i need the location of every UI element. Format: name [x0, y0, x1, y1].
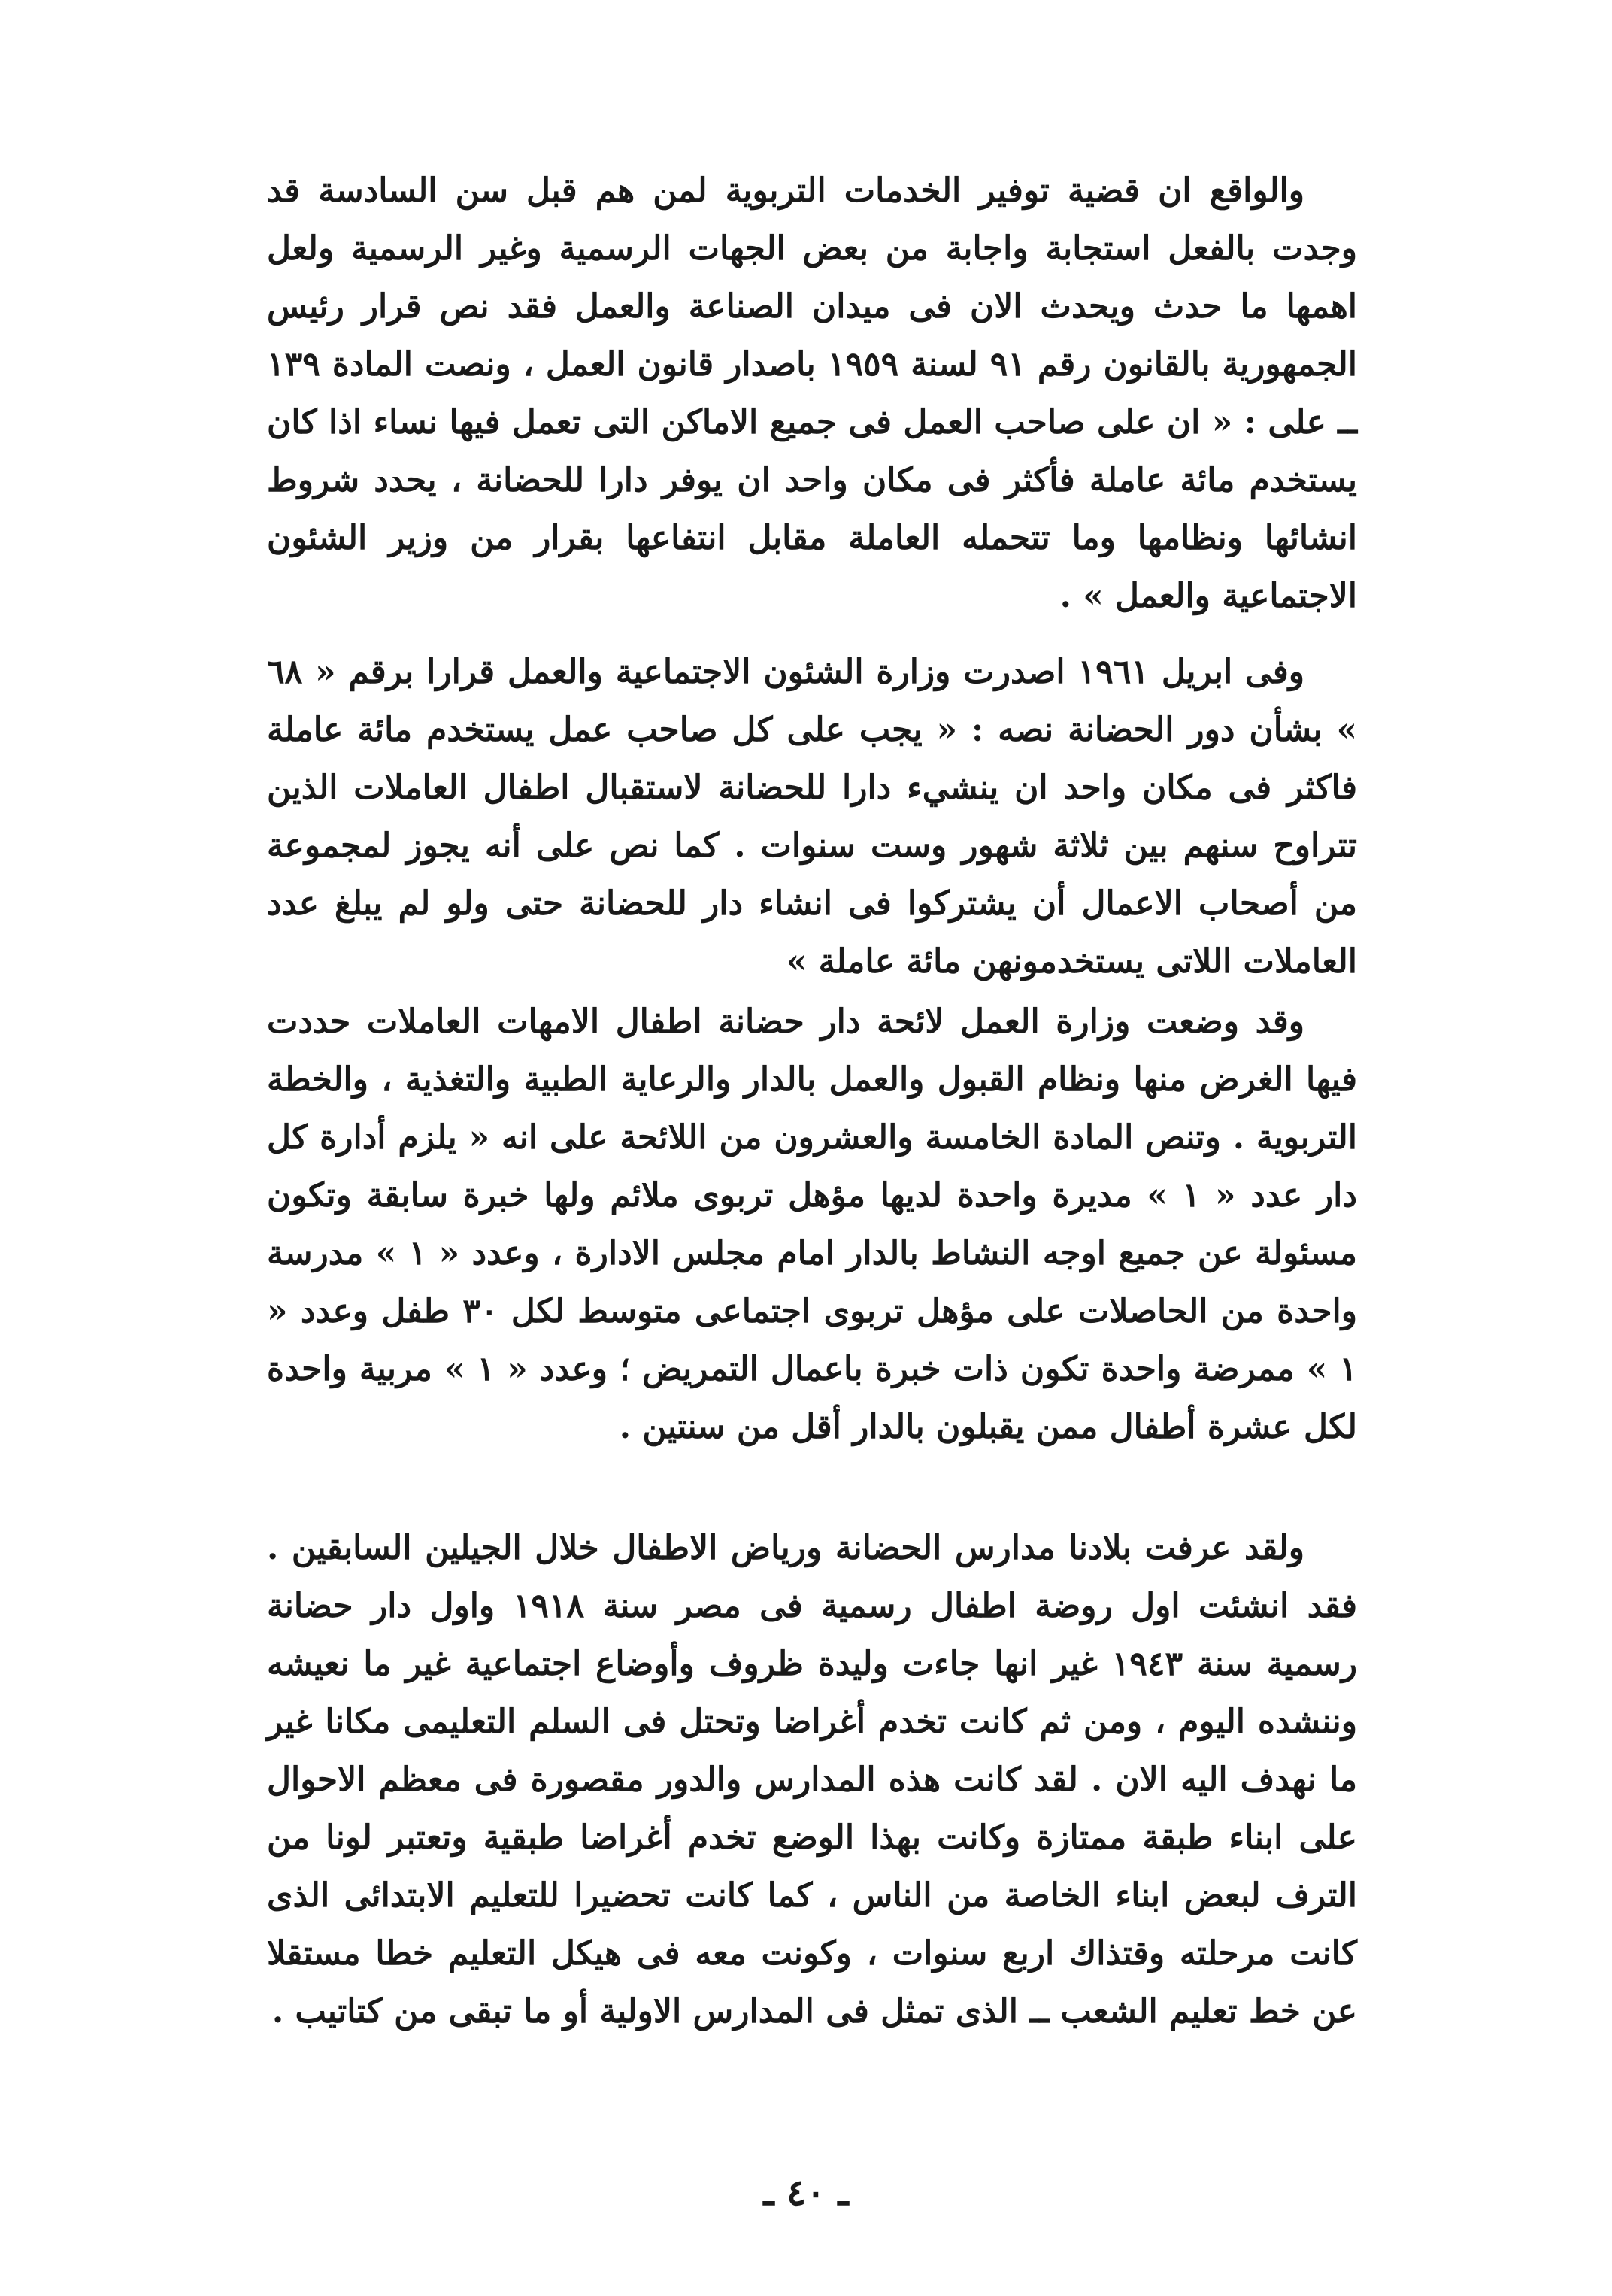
- page-number: ـ ٤٠ ـ: [763, 2172, 849, 2214]
- paragraph-3: [267, 993, 1357, 1456]
- paragraph-4-text: ولقد عرفت بلادنا مدارس الحضانة ورياض الاطفال خلال الجيلين السابقين . فقد انشئت اول روضة اطفال رسمية فى مصر سنة ١٩١٨ واول دار حضانة رسمية سنة ١٩٤٣ غير انها جاءت وليدة ظروف وأوضاع اجتماعية غير ما نعيشه وننشده اليوم ، ومن ثم كانت تخدم أغراضا وتحتل فى السلم التعليمى مكانا غير ما نهدف اليه الان . لقد كانت هذه المدارس والدور مقصورة فى معظم الاحوال على ابناء طبقة ممتازة وكانت بهذا الوضع تخدم أغراضا طبقية وتعتبر لونا من الترف لبعض ابناء الخاصة من الناس ، كما كانت تحضيرا للتعليم الابتدائى الذى كانت مرحلته وقتذاك اربع سنوات ، وكونت معه فى هيكل التعليم خطا مستقلا عن خط تعليم الشعب ــ الذى تمثل فى المدارس الاولية أو ما تبقى من كتاتيب .: [267, 1529, 1357, 2031]
- paragraph-3-text: وقد وضعت وزارة العمل لائحة دار حضانة اطفال الامهات العاملات حددت فيها الغرض منها ونظام القبول والعمل بالدار والرعاية الطبية والتغذية ، والخطة التربوية . وتنص المادة الخامسة والعشرون من اللائحة على انه « يلزم أدارة كل دار عدد « ١ » مديرة واحدة لديها مؤهل تربوى ملائم ولها خبرة سابقة وتكون مسئولة عن جميع اوجه النشاط بالدار امام مجلس الادارة ، وعدد « ١ » مدرسة واحدة من الحاصلات على مؤهل تربوى اجتماعى متوسط لكل ٣٠ طفل وعدد « ١ » ممرضة واحدة تكون ذات خبرة باعمال التمريض ؛ وعدد « ١ » مربية واحدة لكل عشرة أطفال ممن يقبلون بالدار أقل من سنتين .: [267, 1002, 1357, 1446]
- paragraph-2: [267, 643, 1357, 990]
- paragraph-2-text: وفى ابريل ١٩٦١ اصدرت وزارة الشئون الاجتماعية والعمل قرارا برقم « ٦٨ » بشأن دور الحضانة نصه : « يجب على كل صاحب عمل يستخدم مائة عاملة فاكثر فى مكان واحد ان ينشيء دارا للحضانة لاستقبال اطفال العاملات الذين تتراوح سنهم بين ثلاثة شهور وست سنوات . كما نص على أنه يجوز لمجموعة من أصحاب الاعمال أن يشتركوا فى انشاء دار للحضانة حتى ولو لم يبلغ عدد العاملات اللاتى يستخدمونهن مائة عاملة »: [267, 653, 1357, 981]
- paragraph-1-text: والواقع ان قضية توفير الخدمات التربوية لمن هم قبل سن السادسة قد وجدت بالفعل استجابة واجابة من بعض الجهات الرسمية وغير الرسمية ولعل اهمها ما حدث ويحدث الان فى ميدان الصناعة والعمل فقد نص قرار رئيس الجمهورية بالقانون رقم ٩١ لسنة ١٩٥٩ باصدار قانون العمل ، ونصت المادة ١٣٩ ــ على : « ان على صاحب العمل فى جميع الاماكن التى تعمل فيها نساء اذا كان يستخدم مائة عاملة فأكثر فى مكان واحد ان يوفر دارا للحضانة ، يحدد شروط انشائها ونظامها وما تتحمله العاملة مقابل انتفاعها بقرار من وزير الشئون الاجتماعية والعمل » .: [267, 171, 1357, 615]
- paragraph-1: [267, 162, 1357, 625]
- paragraph-4: [267, 1519, 1357, 2040]
